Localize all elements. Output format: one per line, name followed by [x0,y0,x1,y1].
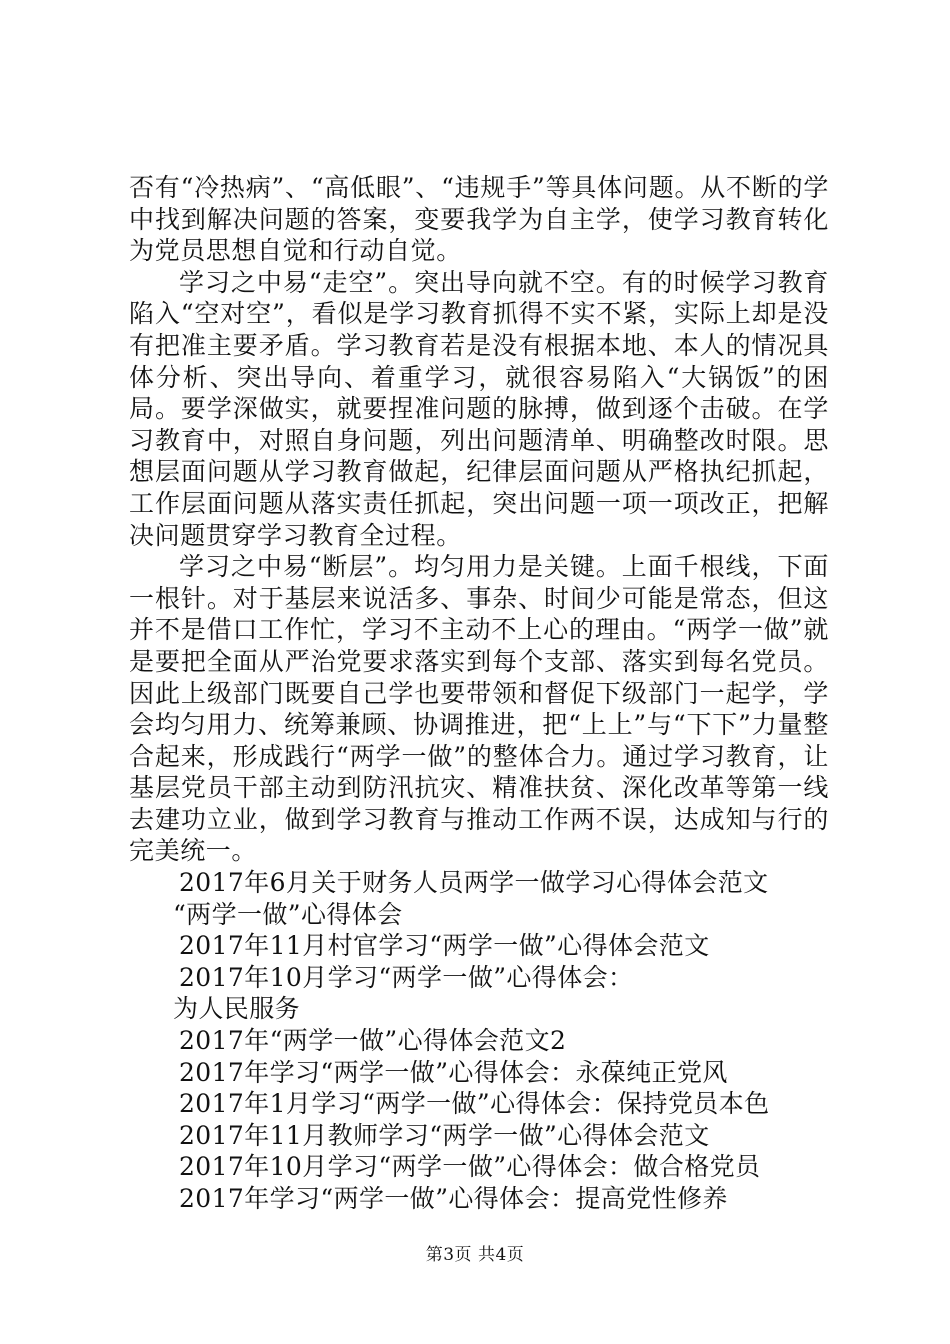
related-article-link[interactable]: 2017年11月教师学习“两学一做”心得体会范文 [179,1120,710,1150]
related-articles-list [173,867,829,1215]
page-number-footer: 第3页 共4页 [425,1245,525,1265]
paragraph-continuation: 否有“冷热病”、“高低眼”、“违规手”等具体问题。从不断的学中找到解决问题的答案，变要我学为自主学，使学习教育转化为党员思想自觉和行动自觉。 [129,173,829,266]
related-article-link[interactable]: 2017年“两学一做”心得体会范文2 [179,1026,567,1056]
document-body [129,172,829,1215]
related-article-link[interactable]: 2017年6月关于财务人员两学一做学习心得体会范文 [179,868,769,898]
related-article-link[interactable]: 2017年10月学习“两学一做”心得体会：做合格党员 [179,1152,761,1182]
related-article-link[interactable]: 2017年学习“两学一做”心得体会：提高党性修养 [179,1184,728,1213]
related-article-link[interactable]: 2017年1月学习“两学一做”心得体会：保持党员本色 [179,1089,770,1119]
related-article-link[interactable]: “两学一做”心得体会 [173,899,403,929]
related-article-link[interactable]: 2017年学习“两学一做”心得体会：永葆纯正党风 [179,1057,728,1087]
paragraph-zoukong: 学习之中易“走空”。突出导向就不空。有的时候学习教育陷入“空对空”，看似是学习教育抓得不实不紧，实际上却是没有把准主要矛盾。学习教育若是没有根据本地、本人的情况具体分析、突出导向、着重学习，就很容易陷入“大锅饭”的困局。要学深做实，就要捏准问题的脉搏，做到逐个击破。在学习教育中，对照自身问题，列出问题清单、明确整改时限。思想层面问题从学习教育做起，纪律层面问题从严格执纪抓起，工作层面问题从落实责任抓起，突出问题一项一项改正，把解决问题贯穿学习教育全过程。 [129,267,829,550]
paragraph-duanceng: 学习之中易“断层”。均匀用力是关键。上面千根线，下面一根针。对于基层来说活多、事杂、时间少可能是常态，但这并不是借口工作忙，学习不主动不上心的理由。“两学一做”就是要把全面从严治党要求落实到每个支部、落实到每名党员。因此上级部门既要自己学也要带领和督促下级部门一起学，学会均匀用力、统筹兼顾、协调推进，把“上上”与“下下”力量整合起来，形成践行“两学一做”的整体合力。通过学习教育，让基层党员干部主动到防汛抗灾、精准扶贫、深化改革等第一线去建功立业，做到学习教育与推动工作两不误，达成知与行的完美统一。 [129,552,829,866]
related-article-link[interactable]: 2017年10月学习“两学一做”心得体会： [179,962,634,992]
related-article-link[interactable]: 为人民服务 [173,994,301,1024]
related-article-link[interactable]: 2017年11月村官学习“两学一做”心得体会范文 [179,931,710,961]
